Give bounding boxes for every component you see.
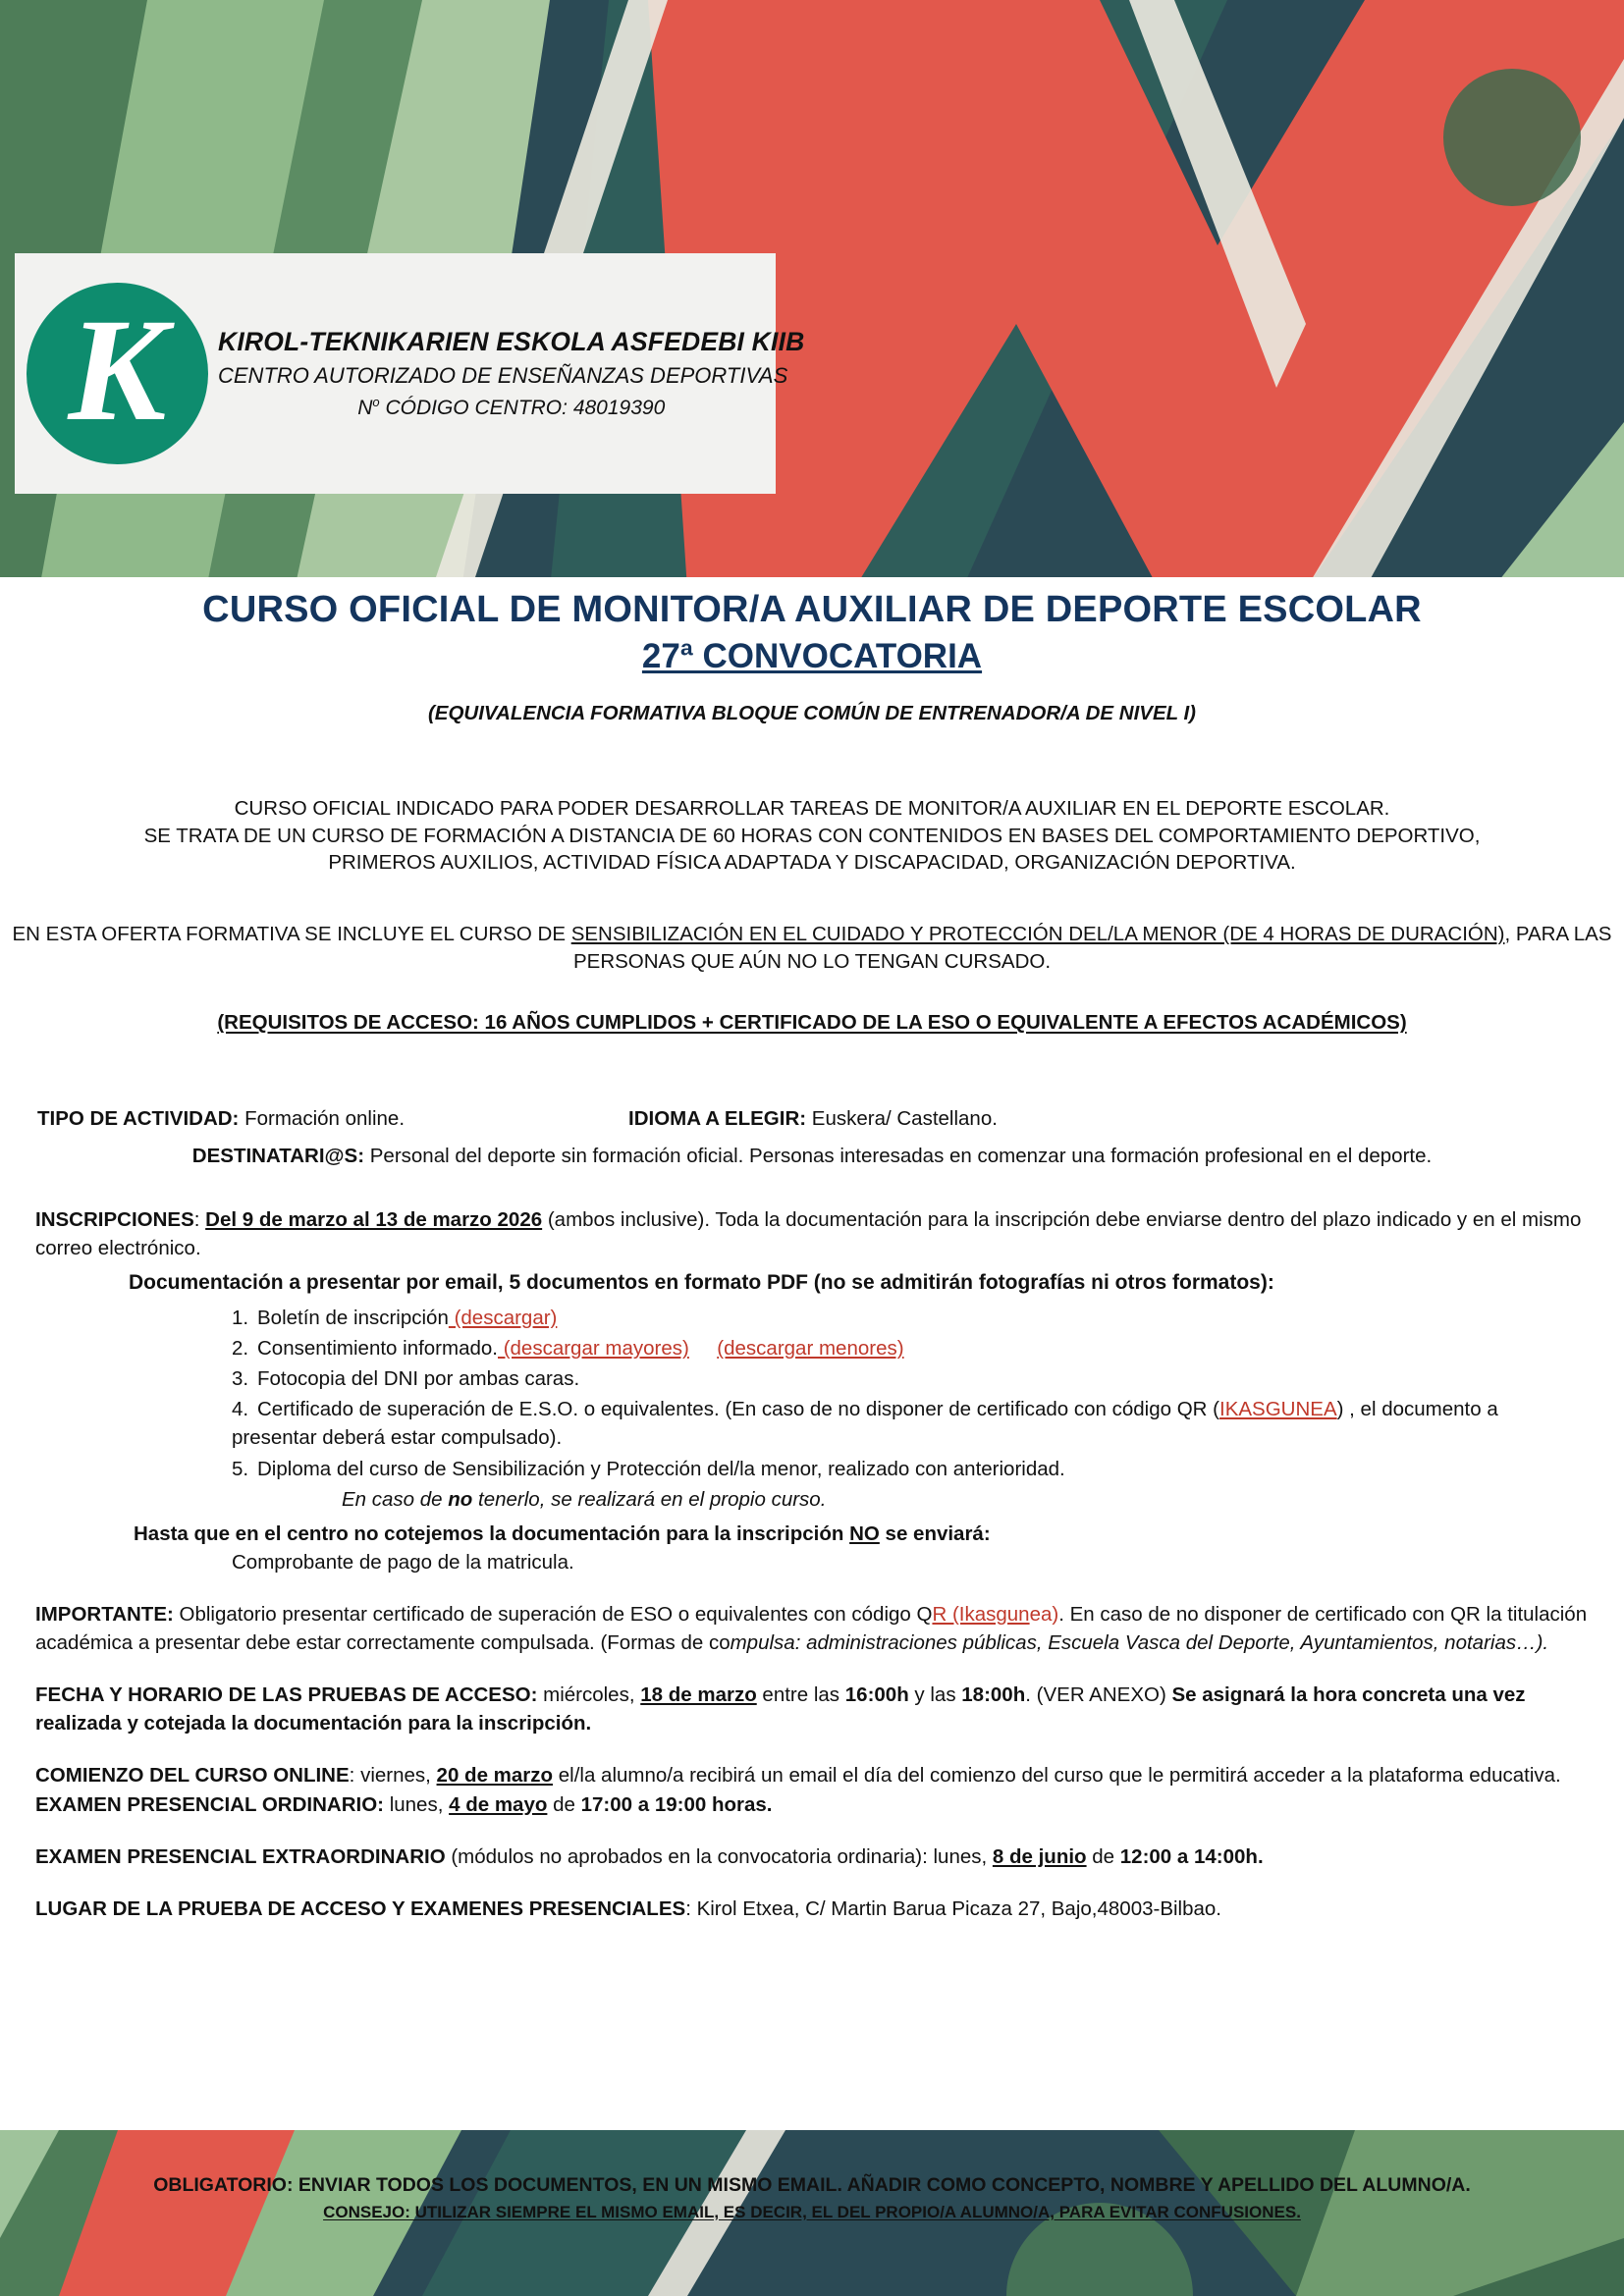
item-text: Certificado de superación de E.S.O. o equivalentes. (En caso de no disponer de certificado con código QR ( [257, 1398, 1220, 1421]
extraordinary-exam-paragraph [35, 1842, 1589, 1871]
documents-list [35, 1304, 1589, 1483]
language-choice [628, 1107, 998, 1131]
item5-note-post: tenerlo, se realizará en el propio curso. [472, 1487, 827, 1511]
access-test-date: 18 de marzo [640, 1683, 757, 1707]
list-item [232, 1304, 1589, 1332]
item-number: 5. [232, 1457, 249, 1480]
offer-post: , PARA LAS PERSONAS QUE AÚN NO LO TENGAN CURSADO. [572, 923, 1612, 974]
activity-type-value: Formación online. [239, 1107, 406, 1130]
ordinary-exam-t2: de [547, 1792, 581, 1816]
access-test-t2: entre las [756, 1683, 845, 1707]
item-number: 1. [232, 1307, 249, 1330]
importante-italic: mpulsa: administraciones públicas, Escuela Vasca del Deporte, Ayuntamientos, notarias…). [730, 1631, 1549, 1655]
item-text: Consentimiento informado. [257, 1337, 498, 1361]
logo-letter: K [68, 288, 167, 452]
ikasgunea-link[interactable]: IKASGUNEA [1219, 1398, 1337, 1421]
payment-receipt-line: Comprobante de pago de la matricula. [232, 1550, 574, 1574]
item-number: 4. [232, 1398, 249, 1421]
ikasgunea-inline-link[interactable]: R (Ikasgun [932, 1603, 1030, 1627]
documents-heading: Documentación a presentar por email, 5 documentos en formato PDF (no se admitirán fotografías ni otros formatos): [129, 1271, 1274, 1295]
list-item [232, 1455, 1589, 1483]
venue-label: LUGAR DE LA PRUEBA DE ACCESO Y EXAMENES PRESENCIALES [35, 1896, 686, 1920]
item5-note [342, 1485, 1589, 1514]
item-tail: ) , el documento a presentar deberá estar compulsado). [232, 1398, 1498, 1450]
item5-note-bold: no [448, 1487, 473, 1511]
language-label: IDIOMA A ELEGIR: [628, 1107, 807, 1130]
extraordinary-exam-date: 8 de junio [992, 1844, 1087, 1868]
logo-line-3: $N^o$ CÓDIGO CENTRO: 48019390 [357, 395, 666, 419]
ordinary-exam-date: 4 de mayo [449, 1792, 548, 1816]
venue-value: : Kirol Etxea, C/ Martin Barua Picaza 27, Bajo,48003-Bilbao. [685, 1896, 1221, 1920]
hasta-post: se enviará: [879, 1522, 991, 1545]
ordinary-exam-t1: lunes, [384, 1792, 450, 1816]
course-start-label: COMIENZO DEL CURSO ONLINE [35, 1764, 350, 1788]
offer-paragraph [0, 921, 1624, 977]
access-test-note: Se asignará la hora concreta una vez realizada y cotejada la documentación para la inscripción. [35, 1683, 1526, 1735]
intro-line-3: PRIMEROS AUXILIOS, ACTIVIDAD FÍSICA ADAPTADA Y DISCAPACIDAD, ORGANIZACIÓN DEPORTIVA. [328, 851, 1296, 875]
offer-highlight: SENSIBILIZACIÓN EN EL CUIDADO Y PROTECCIÓN DEL/LA MENOR (DE 4 HORAS DE DURACIÓN) [570, 923, 1505, 945]
activity-type [37, 1107, 405, 1131]
item5-note-pre: En caso de [342, 1487, 449, 1511]
meta-block [0, 1107, 1624, 1168]
download-link-mayores[interactable]: (descargar mayores) [498, 1337, 689, 1361]
course-start-paragraph [35, 1761, 1589, 1789]
logo-line-2: CENTRO AUTORIZADO DE ENSEÑANZAS DEPORTIVAS [218, 363, 788, 388]
ordinary-exam-paragraph [35, 1790, 1589, 1819]
enrollment-label: INSCRIPCIONES [35, 1208, 194, 1231]
access-test-paragraph [35, 1681, 1589, 1737]
logo-line-1: KIROL-TEKNIKARIEN ESKOLA ASFEDEBI KIIB [218, 327, 805, 356]
intro-paragraph [0, 795, 1624, 877]
hasta-pre: Hasta que en el centro no cotejemos la documentación para la inscripción [134, 1522, 850, 1545]
venue-paragraph [35, 1895, 1589, 1923]
audience-value: Personal del deporte sin formación oficial. Personas interesadas en comenzar una formación profesional en el deporte. [364, 1145, 1433, 1167]
course-subtitle: 27ª CONVOCATORIA [641, 637, 983, 675]
enrollment-paragraph: INSCRIPCIONES: Del 9 de marzo al 13 de marzo 2026 (ambos inclusive). Toda la documentación para la inscripción debe enviarse dentro del plazo indicado y en el mismo correo electrónico. [35, 1208, 1582, 1260]
item-number: 2. [232, 1337, 249, 1361]
kirol-logo-icon [27, 283, 208, 464]
importante-paragraph [35, 1600, 1589, 1657]
extraordinary-exam-t2: de [1086, 1844, 1120, 1868]
ordinary-exam-hours: 17:00 a 19:00 horas. [580, 1792, 773, 1816]
item-text: Boletín de inscripción [257, 1307, 449, 1330]
intro-line-2: SE TRATA DE UN CURSO DE FORMACIÓN A DISTANCIA DE 60 HORAS CON CONTENIDOS EN BASES DEL COMPORTAMIENTO DEPORTIVO, [143, 824, 1481, 847]
extraordinary-exam-hours: 12:00 a 14:00h. [1119, 1844, 1264, 1868]
course-start-t2: el/la alumno/a recibirá un email el día del comienzo del curso que le permitirá acceder a la plataforma educativa. [553, 1764, 1561, 1788]
download-link-boletin[interactable]: (descargar) [448, 1307, 558, 1330]
footer-note [0, 2174, 1624, 2222]
access-test-t4: . (VER ANEXO) [1025, 1683, 1172, 1707]
footer-line-2: CONSEJO: UTILIZAR SIEMPRE EL MISMO EMAIL, ES DECIR, EL DEL PROPIO/A ALUMNO/A, PARA EVITAR CONFUSIONES. [323, 2203, 1301, 2221]
item-text: Fotocopia del DNI por ambas caras. [257, 1367, 580, 1391]
hasta-note [134, 1520, 1589, 1548]
requirements-line: (REQUISITOS DE ACCESO: 16 AÑOS CUMPLIDOS + CERTIFICADO DE LA ESO O EQUIVALENTE A EFECTOS ACADÉMICOS) [217, 1011, 1407, 1034]
course-title: CURSO OFICIAL DE MONITOR/A AUXILIAR DE DEPORTE ESCOLAR [202, 589, 1422, 630]
course-start-t1: : viernes, [349, 1764, 437, 1788]
activity-type-label: TIPO DE ACTIVIDAD: [37, 1107, 240, 1130]
item-number: 3. [232, 1367, 249, 1391]
download-link-menores[interactable]: (descargar menores) [717, 1337, 904, 1361]
intro-line-1: CURSO OFICIAL INDICADO PARA PODER DESARROLLAR TAREAS DE MONITOR/A AUXILIAR EN EL DEPORTE ESCOLAR. [234, 797, 1390, 820]
audience-label: DESTINATARI@S: [191, 1145, 365, 1167]
list-item [232, 1334, 1589, 1362]
body-content [0, 1205, 1624, 1923]
footer-line-1: OBLIGATORIO: ENVIAR TODOS LOS DOCUMENTOS, EN UN MISMO EMAIL. AÑADIR COMO CONCEPTO, NOMBRE Y APELLIDO DEL ALUMNO/A. [153, 2174, 1471, 2196]
access-test-label: FECHA Y HORARIO DE LAS PRUEBAS DE ACCESO: [35, 1683, 538, 1707]
access-test-start: 16:00h [844, 1683, 909, 1707]
offer-pre: EN ESTA OFERTA FORMATIVA SE INCLUYE EL CURSO DE [12, 923, 571, 945]
importante-mid: . En caso de no disponer de certificado con QR la titulación académica a presentar debe estar correctamente compulsada. (Formas de co [35, 1603, 1588, 1655]
page-title [0, 589, 1624, 725]
course-start-date: 20 de marzo [436, 1764, 554, 1788]
language-value: Euskera/ Castellano. [806, 1107, 998, 1130]
list-item [232, 1364, 1589, 1393]
extraordinary-exam-label: EXAMEN PRESENCIAL EXTRAORDINARIO [35, 1844, 446, 1868]
hasta-no: NO [849, 1522, 880, 1545]
audience [0, 1145, 1624, 1168]
importante-label: IMPORTANTE: [35, 1603, 174, 1627]
importante-pre: Obligatorio presentar certificado de superación de ESO o equivalentes con código Q [173, 1603, 933, 1627]
access-test-t3: y las [908, 1683, 962, 1707]
access-test-end: 18:00h [961, 1683, 1026, 1707]
extraordinary-exam-t1: (módulos no aprobados en la convocatoria ordinaria): lunes, [445, 1844, 993, 1868]
logo-block [15, 253, 805, 494]
access-test-t1: miércoles, [537, 1683, 641, 1707]
enrollment-text: (ambos inclusive). Toda la documentación para la inscripción debe enviarse dentro del plazo indicado y en el mismo correo electrónico. [35, 1208, 1582, 1260]
item-text: Diploma del curso de Sensibilización y Protección del/la menor, realizado con anterioridad. [257, 1457, 1065, 1480]
importante-link-rest: ea) [1029, 1603, 1059, 1627]
ordinary-exam-label: EXAMEN PRESENCIAL ORDINARIO: [35, 1792, 384, 1816]
equivalence-note: (EQUIVALENCIA FORMATIVA BLOQUE COMÚN DE ENTRENADOR/A DE NIVEL I) [427, 702, 1197, 724]
list-item [232, 1395, 1589, 1452]
enrollment-dates: Del 9 de marzo al 13 de marzo 2026 [205, 1208, 543, 1231]
